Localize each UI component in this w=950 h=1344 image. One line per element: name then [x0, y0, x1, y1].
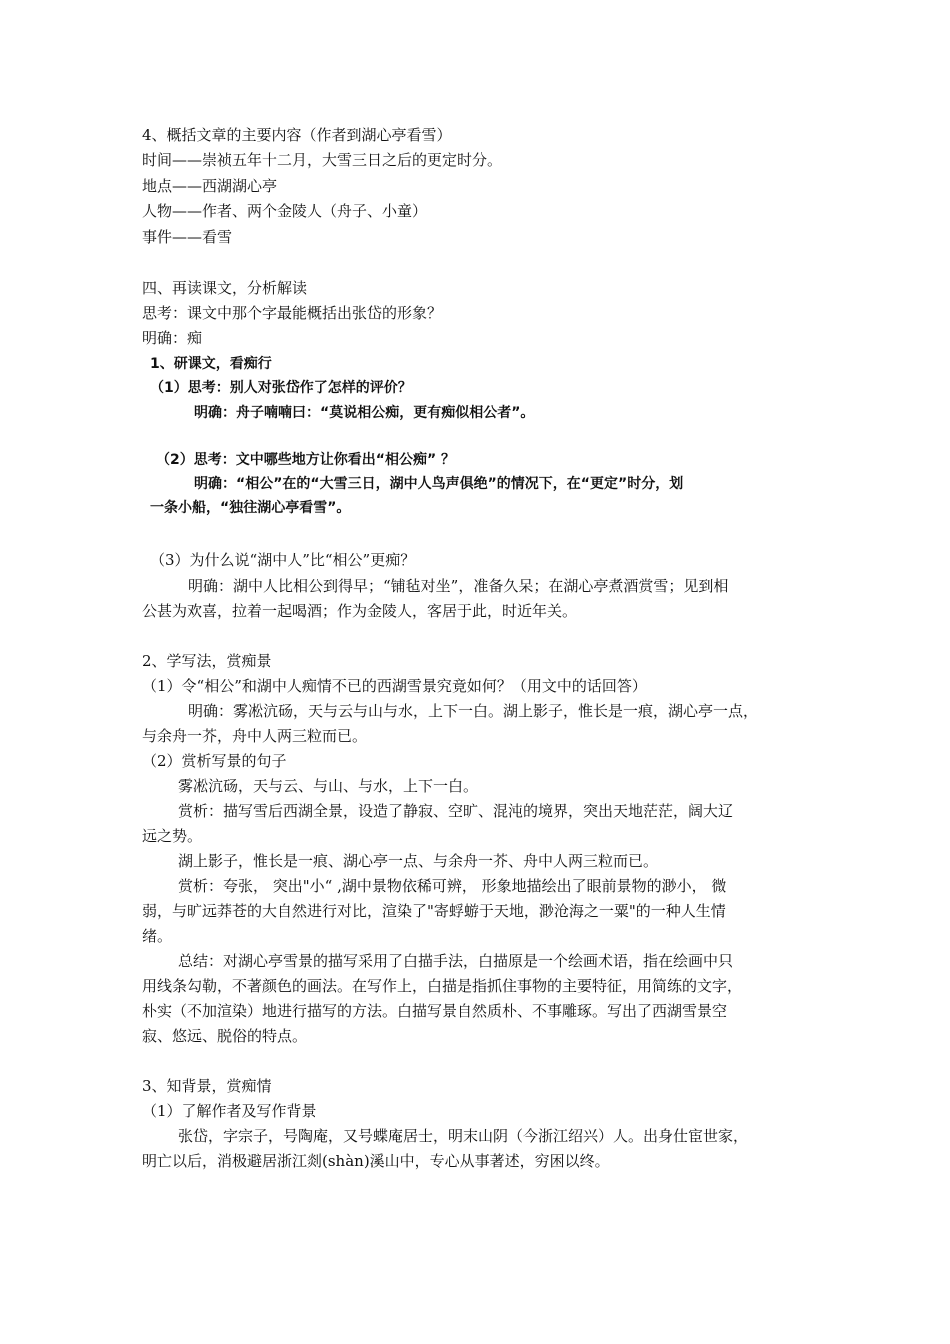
part2-summary-line-1: 总结：对湖心亭雪景的描写采用了白描手法，白描原是一个绘画术语，指在绘画中只	[178, 952, 734, 970]
summary-event: 事件——看雪	[142, 228, 233, 246]
part2-analysis-2-line-2: 弱，与旷远莽苍的大自然进行对比，渲染了"寄蜉蝣于天地，渺沧海之一粟"的一种人生情	[142, 902, 726, 920]
section-four-answer: 明确：痴	[142, 329, 203, 347]
summary-time: 时间——崇祯五年十二月，大雪三日之后的更定时分。	[142, 151, 503, 169]
part1-heading: 1、研课文，看痴行	[150, 356, 272, 372]
part1-answer-1: 明确：舟子喃喃曰：“莫说相公痴，更有痴似相公者”。	[194, 405, 535, 421]
part2-analysis-1-line-1: 赏析：描写雪后西湖全景，设造了静寂、空旷、混沌的境界，突出天地茫茫，阔大辽	[178, 802, 734, 820]
part1-question-1: （1）思考：别人对张岱作了怎样的评价？	[150, 380, 412, 396]
part3-bio-line-1: 张岱，字宗子，号陶庵，又号蝶庵居士，明末山阴（今浙江绍兴）人。出身仕宦世家，	[178, 1127, 749, 1145]
part3-heading: 3、知背景，赏痴情	[142, 1077, 272, 1095]
section-four-question: 思考：课文中那个字最能概括出张岱的形象？	[142, 304, 443, 322]
part2-analysis-1-line-2: 远之势。	[142, 827, 203, 845]
summary-heading: 4、概括文章的主要内容（作者到湖心亭看雪）	[142, 126, 452, 144]
part1-answer-2-line-1: 明确：“相公”在的“大雪三日，湖中人鸟声俱绝”的情况下，在“更定”时分，划	[194, 476, 684, 492]
part1-answer-2-line-2: 一条小船，“独往湖心亭看雪”。	[150, 500, 351, 516]
summary-place: 地点——西湖湖心亭	[142, 177, 278, 195]
part2-question-1: （1）令“相公”和湖中人痴情不已的西湖雪景究竟如何？（用文中的话回答）	[142, 677, 647, 695]
part1-question-2: （2）思考：文中哪些地方让你看出“相公痴” ？	[156, 452, 456, 468]
part2-quote-2: 湖上影子，惟长是一痕、湖心亭一点、与余舟一芥、舟中人两三粒而已。	[178, 852, 659, 870]
part2-summary-line-3: 朴实（不加渲染）地进行描写的方法。白描写景自然质朴、不事雕琢。写出了西湖雪景空	[142, 1002, 728, 1020]
part1-question-3: （3）为什么说“湖中人”比“相公”更痴？	[150, 551, 416, 569]
part3-question-1: （1）了解作者及写作背景	[142, 1102, 317, 1120]
part2-analysis-2-line-3: 绪。	[142, 927, 173, 945]
part3-bio-line-2: 明亡以后，消极避居浙江剡(shàn)溪山中，专心从事著述，穷困以终。	[142, 1152, 610, 1170]
part1-answer-3-line-2: 公甚为欢喜，拉着一起喝酒；作为金陵人，客居于此，时近年关。	[142, 602, 578, 620]
part2-answer-1-line-1: 明确：雾凇沆砀，天与云与山与水，上下一白。湖上影子，惟长是一痕，湖心亭一点，	[188, 702, 759, 720]
section-four-heading: 四、再读课文，分析解读	[142, 279, 308, 297]
part2-answer-1-line-2: 与余舟一芥，舟中人两三粒而已。	[142, 727, 368, 745]
part2-summary-line-2: 用线条勾勒，不著颜色的画法。在写作上，白描是指抓住事物的主要特征，用简练的文字，	[142, 977, 743, 995]
part1-answer-3-line-1: 明确：湖中人比相公到得早；“铺毡对坐”，准备久呆；在湖心亭煮酒赏雪；见到相	[188, 577, 729, 595]
part2-question-2: （2）赏析写景的句子	[142, 752, 287, 770]
summary-people: 人物——作者、两个金陵人（舟子、小童）	[142, 202, 428, 220]
part2-quote-1: 雾凇沆砀，天与云、与山、与水，上下一白。	[178, 777, 479, 795]
part2-heading: 2、学写法，赏痴景	[142, 652, 272, 670]
part2-analysis-2-line-1: 赏析：夸张， 突出"小“ ,湖中景物依稀可辨， 形象地描绘出了眼前景物的渺小， 微	[178, 877, 727, 895]
part2-summary-line-4: 寂、悠远、脱俗的特点。	[142, 1027, 308, 1045]
